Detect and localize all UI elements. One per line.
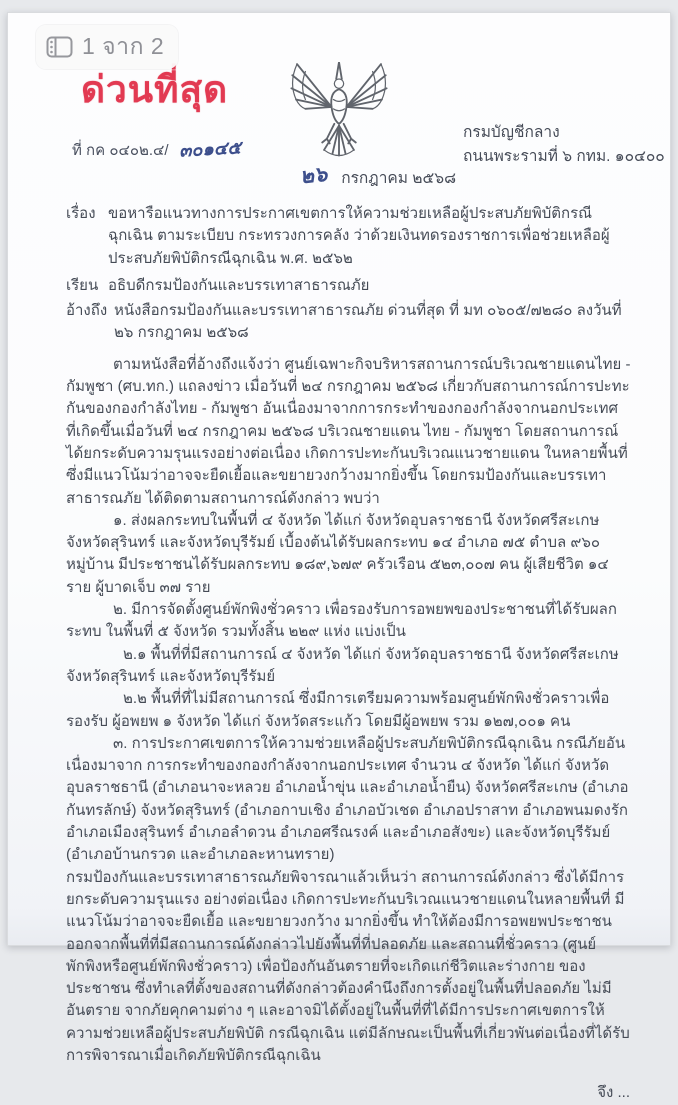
paragraph-item-2-1: ๒.๑ พื้นที่ที่มีสถานการณ์ ๔ จังหวัด ได้แก่ จังหวัดอุบลราชธานี จังหวัดศรีสะเกษ จังหวัดสุรินทร์ และจังหวัดบุรีรัมย์: [66, 645, 619, 685]
subject-text: ขอหารือแนวทางการประกาศเขตการให้ความช่วยเหลือผู้ประสบภัยพิบัติกรณีฉุกเฉิน ตามระเบียบ กระทรวงการคลัง ว่าด้วยเงินทดรองราชการเพื่อช่วยเหลือผู้ประสบภัยพิบัติกรณีฉุกเฉิน พ.ศ. ๒๕๖๒: [108, 205, 610, 267]
paragraph-intro: ตามหนังสือที่อ้างถึงแจ้งว่า ศูนย์เฉพาะกิจบริหารสถานการณ์บริเวณชายแดนไทย - กัมพูชา (ศบ.ทก.) แถลงข่าว เมื่อวันที่ ๒๔ กรกฎาคม ๒๕๖๘ เกี่ยวกับสถานการณ์การปะทะกันของกองกำลังไทย - กัมพูชา อันเนื่องมาจากการกระทำของกองกำลังจากนอกประเทศ ที่เกิดขึ้นเมื่อวันที่ ๒๔ กรกฎาคม ๒๕๖๘ บริเวณชายแดน ไทย - กัมพูชา โดยสถานการณ์ได้ยกระดับความรุนแรงอย่างต่อเนื่อง เกิดการปะทะกันบริเวณแนวชายแดน ในหลายพื้นที่ ซึ่งมีแนวโน้มว่าอาจจะยืดเยื้อและขยายวงกว้างมากยิ่งขึ้น โดยกรมป้องกันและบรรเทาสาธารณภัย ได้ติดตามสถานการณ์ดังกล่าว พบว่า: [66, 355, 631, 507]
paragraph-conclusion: กรมป้องกันและบรรเทาสาธารณภัยพิจารณาแล้วเห็นว่า สถานการณ์ดังกล่าว ซึ่งได้มีการยกระดับความรุนแรง อย่างต่อเนื่อง เกิดการปะทะกันบริเวณแนวชายแดนในหลายพื้นที่ มีแนวโน้มว่าอาจจะยืดเยื้อ และขยายวงกว้าง มากยิ่งขึ้น ทำให้ต้องมีการอพยพประชาชนออกจากพื้นที่ที่มีสถานการณ์ดังกล่าวไปยังพื้นที่ที่ปลอดภัย และสถานที่ชั่วคราว (ศูนย์พักพิงหรือศูนย์พักพิงชั่วคราว) เพื่อป้องกันอันตรายที่จะเกิดแก่ชีวิตและร่างกาย ของประชาชน ซึ่งทำเลที่ตั้งของสถานที่ดังกล่าวต้องคำนึงถึงการตั้งอยู่ในพื้นที่ปลอดภัย ไม่มีอันตราย จากภัยคุกคามต่าง ๆ และอาจมิได้ตั้งอยู่ในพื้นที่ที่ได้มีการประกาศเขตการให้ความช่วยเหลือผู้ประสบภัยพิบัติ กรณีฉุกเฉิน แต่มีลักษณะเป็นพื้นที่เกี่ยวพันต่อเนื่องที่ได้รับการพิจารณาเมื่อเกิดภัยพิบัติกรณีฉุกเฉิน: [66, 868, 630, 1064]
subject-row: [66, 203, 632, 270]
reference-text: หนังสือกรมป้องกันและบรรเทาสาธารณภัย ด่วนที่สุด ที่ มท ๐๖๐๕/๗๒๘๐ ลงวันที่ ๒๖ กรกฎาคม ๒๕๖๘: [114, 302, 622, 342]
agency-address: ถนนพระรามที่ ๖ กทม. ๑๐๔๐๐: [463, 148, 665, 165]
page-thumbnails-icon: [46, 36, 73, 58]
reference-label: อ้างถึง: [66, 302, 108, 320]
paragraph-item-2: ๒. มีการจัดตั้งศูนย์พักพิงชั่วคราว เพื่อรองรับการอพยพของประชาชนที่ได้รับผลกระทบ ในพื้นที่ ๕ จังหวัด รวมทั้งสิ้น ๒๒๙ แห่ง แบ่งเป็น: [66, 601, 617, 641]
document-number-printed: ที่ กค ๐๔๐๒.๔/: [72, 142, 169, 159]
date-printed: กรกฎาคม ๒๕๖๘: [341, 170, 457, 187]
reference-row: [66, 300, 632, 345]
paragraph-item-1: ๑. ส่งผลกระทบในพื้นที่ ๔ จังหวัด ได้แก่ จังหวัดอุบลราชธานี จังหวัดศรีสะเกษ จังหวัดสุรินทร์ และจังหวัดบุรีรัมย์ เบื้องต้นได้รับผลกระทบ ๑๔ อำเภอ ๗๕ ตำบล ๙๖๐ หมู่บ้าน มีประชาชนได้รับผลกระทบ ๑๘๙,๖๗๙ ครัวเรือน ๕๒๓,๐๐๗ คน ผู้เสียชีวิต ๑๔ ราย ผู้บาดเจ็บ ๓๗ ราย: [66, 511, 609, 596]
document-number-handwritten: ๓๐๑๔๕: [178, 137, 242, 161]
letter-body: [66, 203, 632, 1105]
agency-address-block: [463, 121, 665, 169]
date-day-handwritten: ๒๖: [298, 162, 329, 189]
page-indicator-label: 1 จาก 2: [82, 33, 165, 59]
recipient-text: อธิบดีกรมป้องกันและบรรเทาสาธารณภัย: [108, 276, 370, 294]
page-indicator-pill[interactable]: [36, 25, 178, 69]
page-continuation-word: จึง ...: [597, 1084, 630, 1102]
date-line: [298, 162, 457, 190]
document-page: [7, 12, 671, 1102]
urgency-stamp: ด่วนที่สุด: [81, 69, 229, 110]
recipient-row: [66, 275, 632, 297]
agency-name: กรมบัญชีกลาง: [463, 124, 560, 141]
garuda-emblem-icon: [283, 49, 395, 165]
paragraph-item-3: ๓. การประกาศเขตการให้ความช่วยเหลือผู้ประสบภัยพิบัติกรณีฉุกเฉิน กรณีภัยอันเนื่องมาจาก การกระทำของกองกำลังจากนอกประเทศ จำนวน ๔ จังหวัด ได้แก่ จังหวัดอุบลราชธานี (อำเภอนาจะหลวย อำเภอน้ำขุ่น และอำเภอน้ำยืน) จังหวัดศรีสะเกษ (อำเภอกันทรลักษ์) จังหวัดสุรินทร์ (อำเภอกาบเชิง อำเภอบัวเชด อำเภอปราสาท อำเภอพนมดงรัก อำเภอเมืองสุรินทร์ อำเภอลำดวน อำเภอศรีณรงค์ และอำเภอสังขะ) และจังหวัดบุรีรัมย์ (อำเภอบ้านกรวด และอำเภอละหานทราย): [66, 734, 629, 864]
subject-label: เรื่อง: [66, 205, 96, 222]
document-number: [72, 134, 241, 163]
recipient-label: เรียน: [66, 276, 99, 294]
paragraph-item-2-2: ๒.๒ พื้นที่ที่ไม่มีสถานการณ์ ซึ่งมีการเตรียมความพร้อมศูนย์พักพิงชั่วคราวเพื่อรองรับ ผู้อพยพ ๑ จังหวัด ได้แก่ จังหวัดสระแก้ว โดยมีผู้อพยพ รวม ๑๒๗,๐๐๑ คน: [66, 690, 610, 730]
